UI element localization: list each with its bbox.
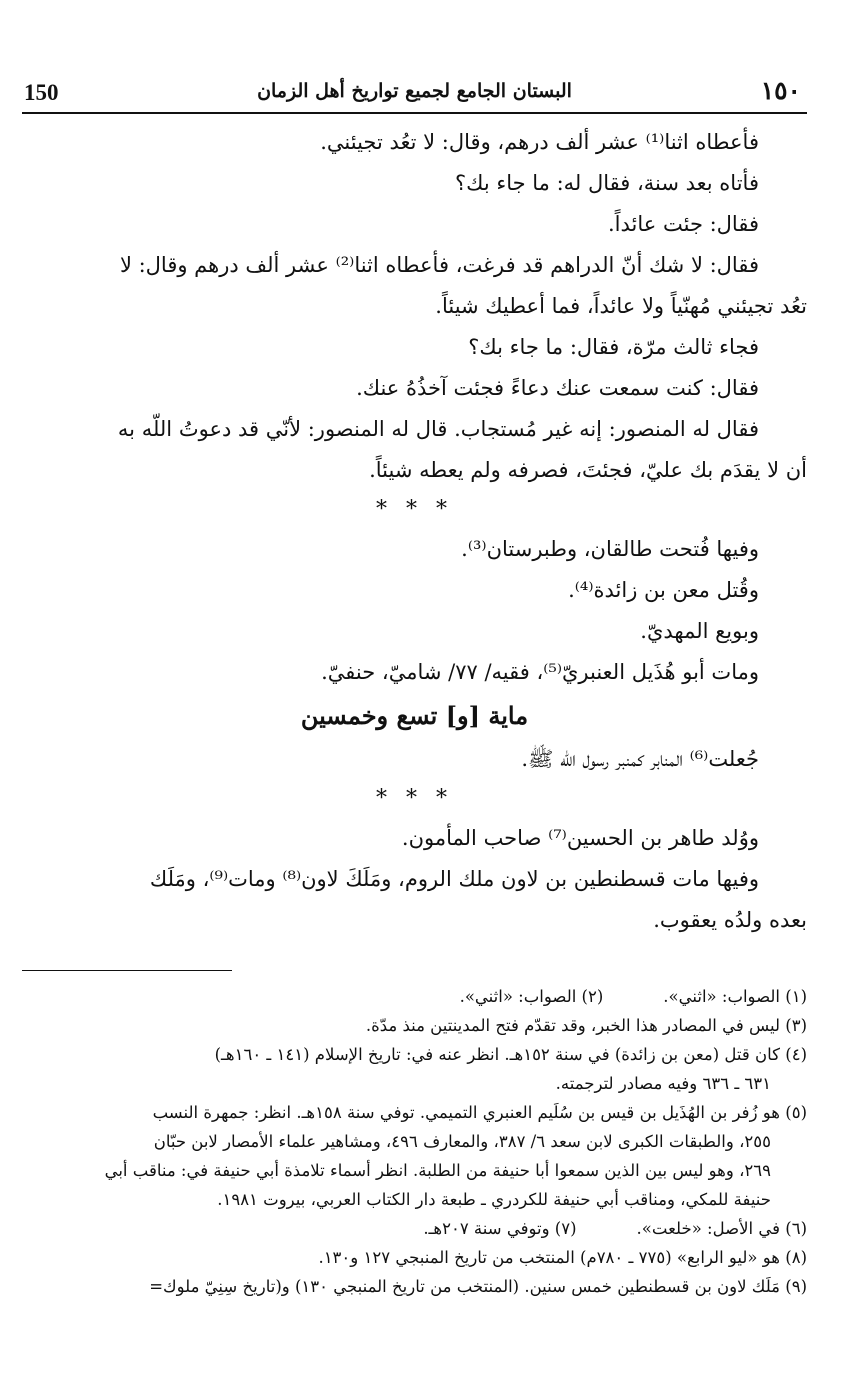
page-number-arabic: ١٥٠ — [760, 76, 801, 105]
year-heading: ماية [و] تسع وخمسين — [300, 701, 529, 730]
page-header — [22, 72, 807, 114]
text-line: فقال: لا شك أنّ الدراهم قد فرغت، فأعطاه اثنا⁽²⁾ عشر ألف درهم وقال: لا — [119, 253, 759, 277]
event-line: وفيها مات قسطنطين بن لاون ملك الروم، ومَلَكَ لاون⁽⁸⁾ ومات⁽⁹⁾، ومَلَك — [149, 867, 759, 891]
section-separator: * * * — [376, 786, 453, 811]
text-line: تعُد تجيئني مُهنّياً ولا عائداً، فما أعطيك شيئاً. — [435, 294, 807, 318]
text-line: فأعطاه اثنا⁽¹⁾ عشر ألف درهم، وقال: لا تعُد تجيئني. — [320, 130, 759, 154]
footnote-row — [22, 982, 807, 1011]
footnote-separator — [22, 970, 232, 971]
text-line: فقال له المنصور: إنه غير مُستجاب. قال له المنصور: لأنّي قد دعوتُ اللّه به — [117, 417, 759, 441]
event-line: ووُلد طاهر بن الحسين⁽⁷⁾ صاحب المأمون. — [401, 826, 759, 850]
text-line: فقال: جئت عائداً. — [608, 212, 759, 236]
text-line: فجاء ثالث مرّة، فقال: ما جاء بك؟ — [468, 335, 759, 359]
footnote-7: (٧) وتوفي سنة ٢٠٧هـ. — [423, 1219, 577, 1238]
footnote-row — [22, 1214, 807, 1243]
footnote-5-cont: ٢٥٥، والطبقات الكبرى لابن سعد ٦/ ٣٨٧، والمعارف ٤٩٦، ومشاهير علماء الأمصار لابن حبّان — [153, 1132, 771, 1151]
text-line: فقال: كنت سمعت عنك دعاءً فجئت آخذُهُ عنك. — [356, 376, 759, 400]
main-text — [22, 122, 807, 941]
footnotes — [22, 982, 807, 1301]
text-line: فأتاه بعد سنة، فقال له: ما جاء بك؟ — [454, 171, 759, 195]
running-title: البستان الجامع لجميع تواريخ أهل الزمان — [257, 80, 572, 102]
event-line: وبويع المهديّ. — [640, 619, 759, 643]
footnote-8: (٨) هو «ليو الرابع» (٧٧٥ ـ ٧٨٠م) المنتخب من تاريخ المنبجي ١٢٧ و١٣٠. — [318, 1248, 807, 1267]
footnote-5-cont: ٢٦٩، وهو ليس بين الذين سمعوا أبا حنيفة من الطلبة. انظر أسماء تلامذة أبي حنيفة في: مناقب أبي — [104, 1161, 771, 1180]
event-line: وقُتل معن بن زائدة⁽⁴⁾. — [568, 578, 759, 602]
footnote-5: (٥) هو زُفر بن الهُذَيل بن قيس بن سُلَيم العنبري التميمي. توفي سنة ١٥٨هـ. انظر: جمهرة النسب — [152, 1103, 807, 1122]
footnote-5-cont: حنيفة للمكي، ومناقب أبي حنيفة للكردري ـ طبعة دار الكتاب العربي، بيروت ١٩٨١. — [217, 1190, 771, 1209]
section-separator: * * * — [376, 497, 453, 522]
event-line: وفيها فُتحت طالقان، وطبرستان⁽³⁾. — [461, 537, 759, 561]
footnote-9: (٩) مَلَك لاون بن قسطنطين خمس سنين. (المنتخب من تاريخ المنبجي ١٣٠) و(تاريخ سِنِيّ ملوك= — [149, 1277, 807, 1296]
footnote-2: (٢) الصواب: «اثني». — [459, 987, 604, 1006]
footnote-1: (١) الصواب: «اثني». — [663, 987, 807, 1006]
footnote-4-cont: ٦٣١ ـ ٦٣٦ وفيه مصادر لترجمته. — [555, 1074, 771, 1093]
event-line: ومات أبو هُذَيل العنبريّ⁽⁵⁾، فقيه/ ٧٧/ شاميّ، حنفيّ. — [321, 660, 759, 684]
page-number-latin: 150 — [24, 80, 59, 105]
text-line: أن لا يقدَم بك عليّ، فجئتَ، فصرفه ولم يعطه شيئاً. — [369, 458, 807, 482]
footnote-4: (٤) كان قتل (معن بن زائدة) في سنة ١٥٢هـ. انظر عنه في: تاريخ الإسلام (١٤١ ـ ١٦٠هـ) — [214, 1045, 807, 1064]
text-line: جُعلت⁽⁶⁾ المنابر كمنبر رسول اللّه ﷺ. — [521, 747, 759, 771]
footnote-6: (٦) في الأصل: «خلعت». — [636, 1219, 807, 1238]
footnote-3: (٣) ليس في المصادر هذا الخبر، وقد تقدّم فتح المدينتين منذ مدّة. — [365, 1016, 807, 1035]
event-line: بعده ولدُه يعقوب. — [653, 908, 807, 932]
